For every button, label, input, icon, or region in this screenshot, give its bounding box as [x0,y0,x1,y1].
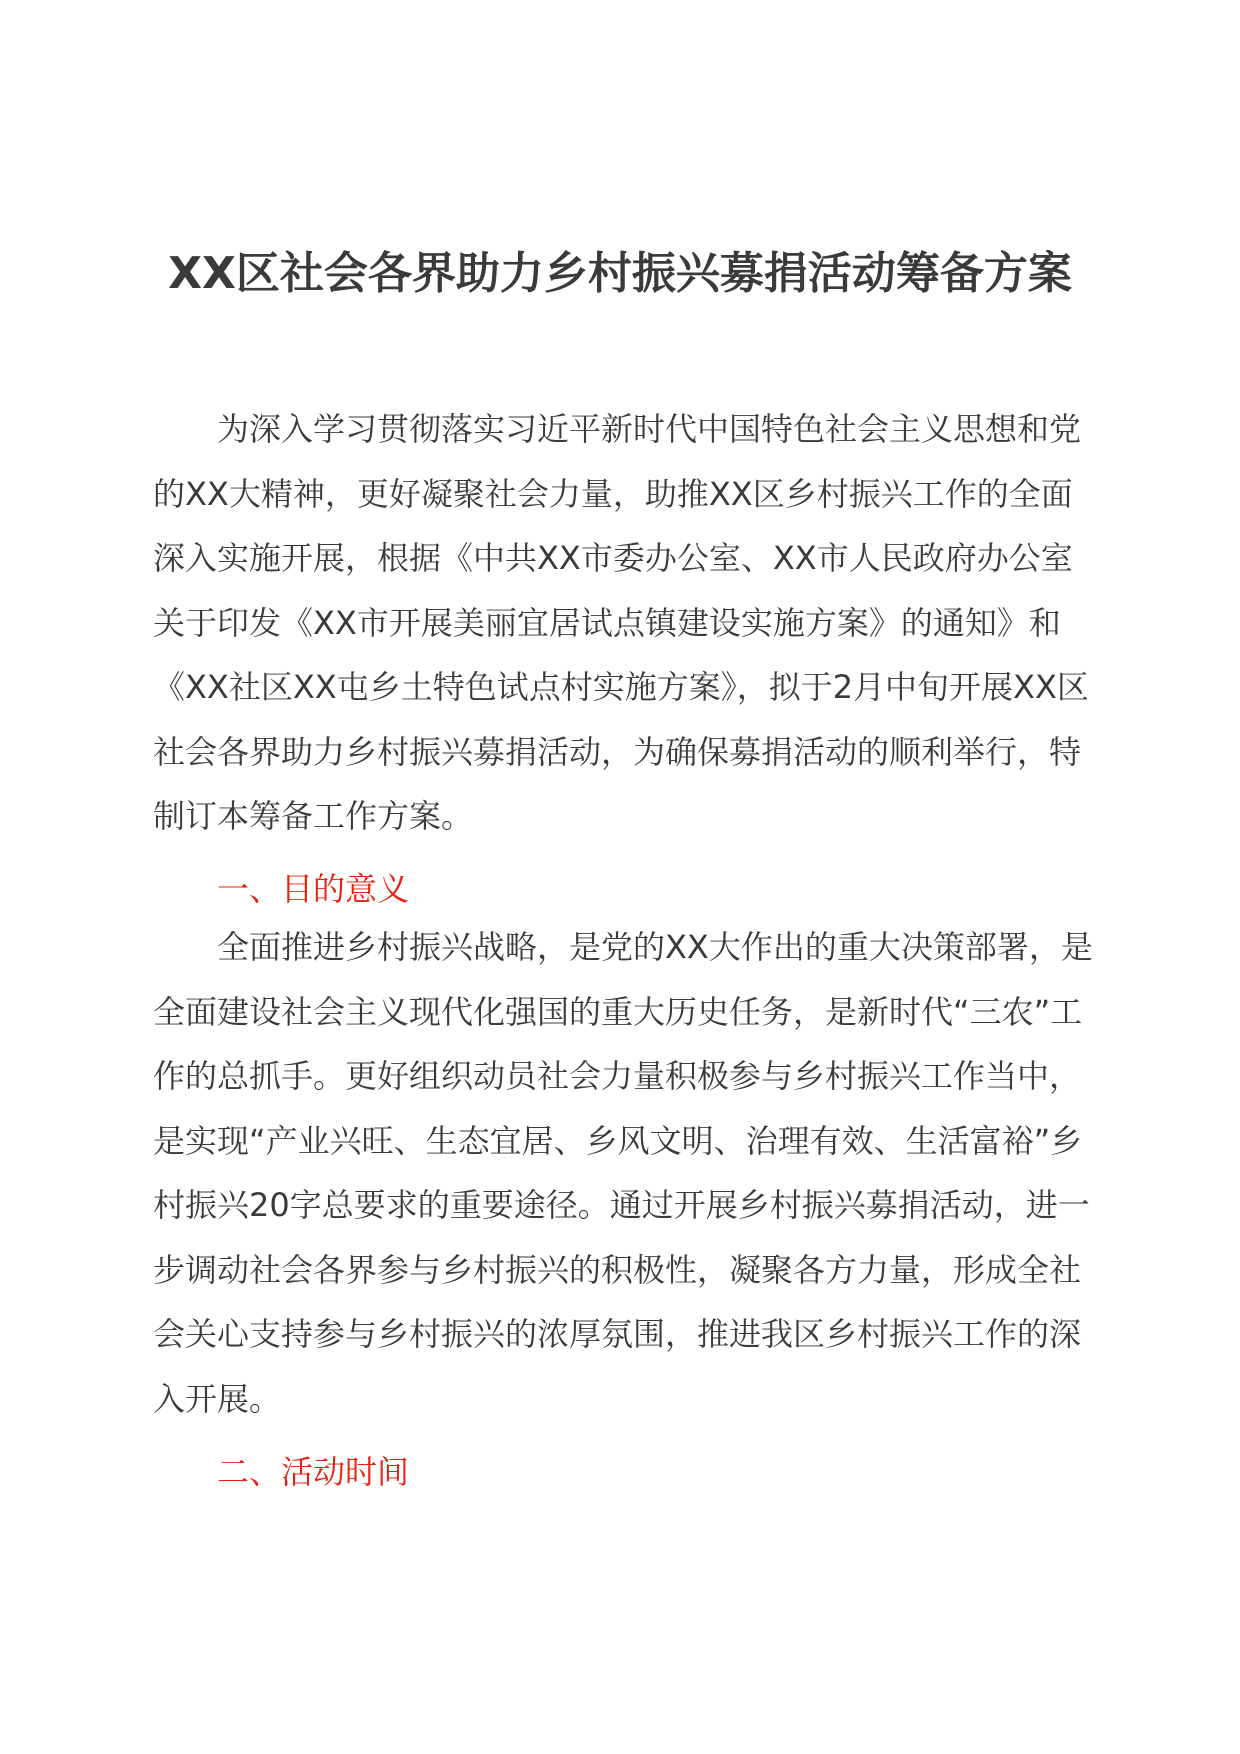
section-heading-purpose: 一、目的意义 [217,870,410,908]
document-title: XX区社会各界助力乡村振兴募捐活动筹备方案 [168,248,1072,299]
purpose-paragraph: 全面推进乡村振兴战略，是党的XX大作出的重大决策部署，是全面建设社会主义现代化强国的重大历史任务，是新时代“三农”工作的总抓手。更好组织动员社会力量积极参与乡村振兴工作当中，是实现“产业兴旺、生态宜居、乡风文明、治理有效、生活富裕”乡村振兴20字总要求的重要途径。通过开展乡村振兴募捐活动，进一步调动社会各界参与乡村振兴的积极性，凝聚各方力量，形成全社会关心支持参与乡村振兴的浓厚氛围，推进我区乡村振兴工作的深入开展。 [153,928,1093,1418]
intro-paragraph: 为深入学习贯彻落实习近平新时代中国特色社会主义思想和党的XX大精神，更好凝聚社会力量，助推XX区乡村振兴工作的全面深入实施开展，根据《中共XX市委办公室、XX市人民政府办公室关于印发《XX市开展美丽宜居试点镇建设实施方案》的通知》和《XX社区XX屯乡土特色试点村实施方案》，拟于2月中旬开展XX区社会各界助力乡村振兴募捐活动，为确保募捐活动的顺利举行，特制订本筹备工作方案。 [153,410,1089,835]
section-heading-time: 二、活动时间 [217,1453,410,1491]
